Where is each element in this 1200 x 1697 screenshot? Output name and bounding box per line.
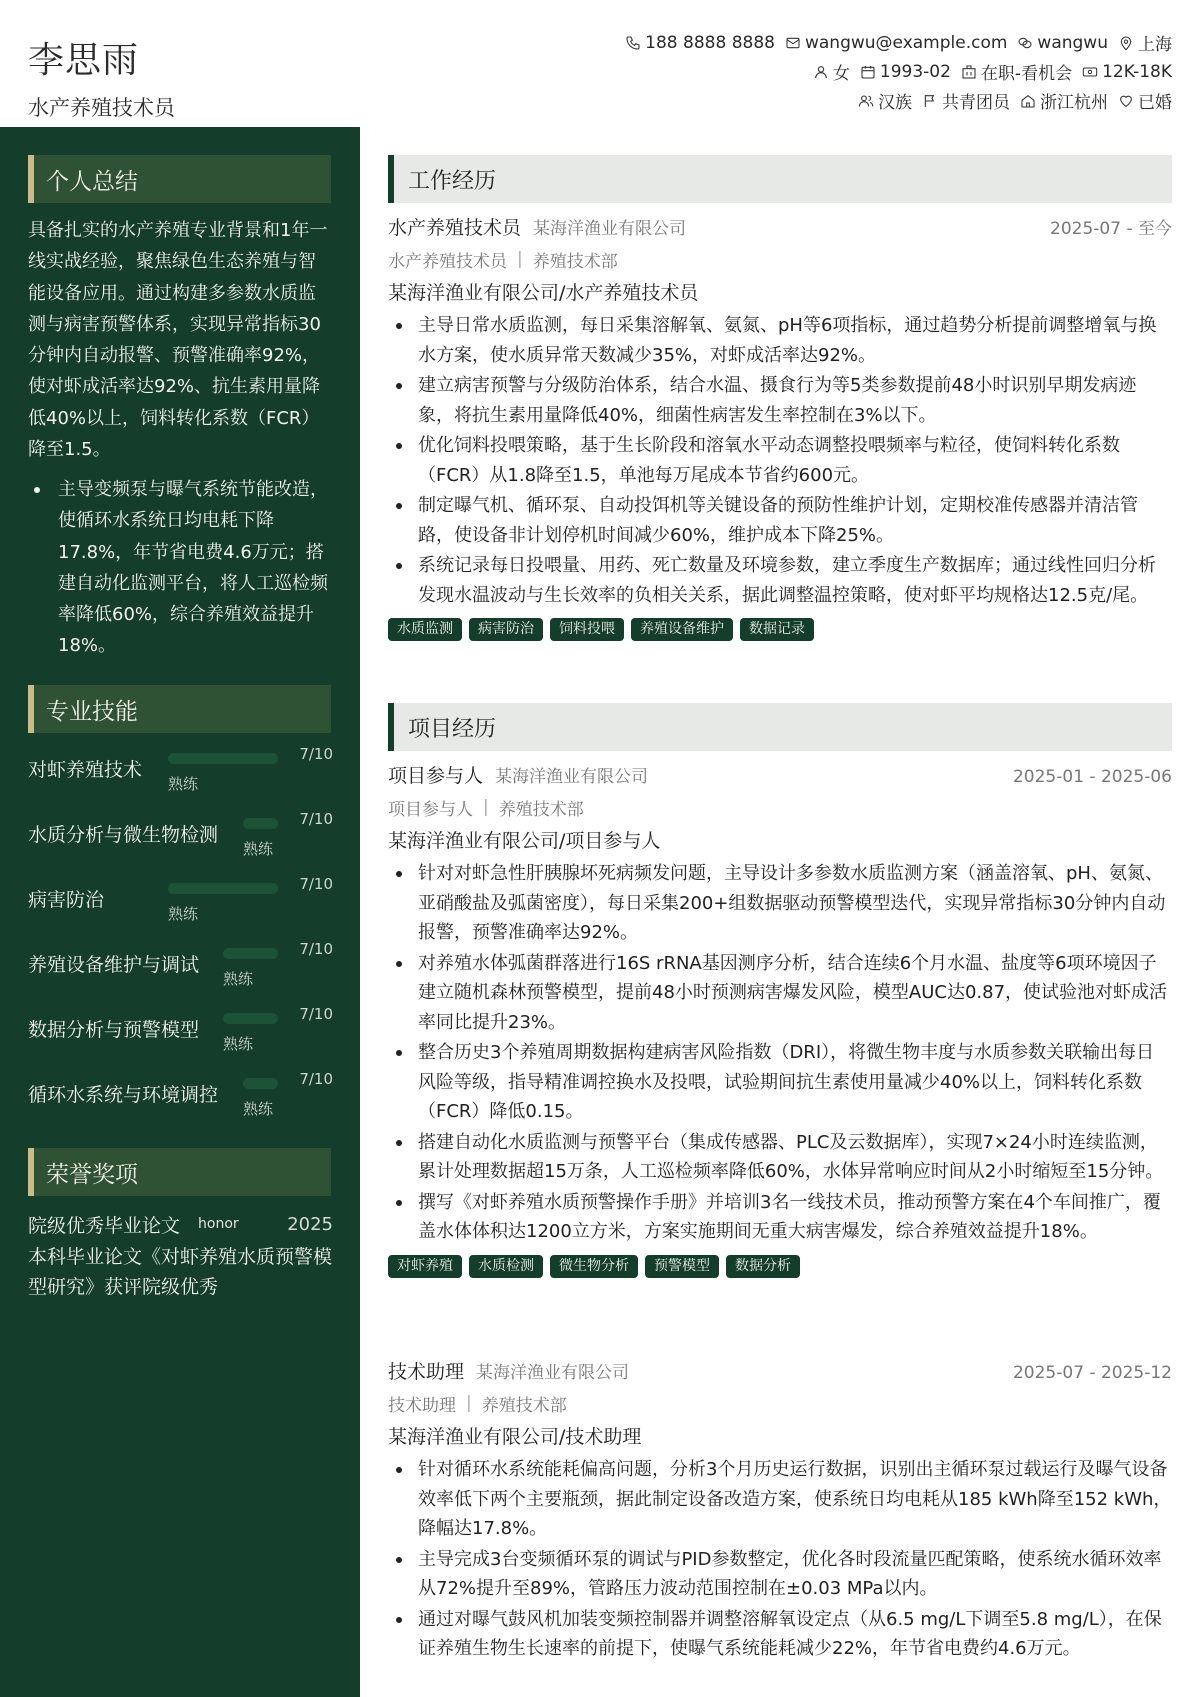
hometown-item (1020, 88, 1108, 113)
list-item: 撰写《对虾养殖水质预警操作手册》并培训3名一线技术员，推动预警方案在4个车间推广，覆盖水体体积达1200立方米，方案实施期间无重大病害爆发，综合养殖效益提升18%。 (388, 1188, 1172, 1247)
list-item: 通过对曝气鼓风机加装变频控制器并调整溶解氧设定点（从6.5 mg/L下调至5.8 mg/L），在保证养殖生物生长速率的前提下，使曝气系统能耗减少22%，年节省电费约4.6万元。 (388, 1605, 1172, 1664)
project-bullets (388, 859, 1172, 1247)
resume-header (0, 0, 1200, 127)
skill-name: 水质分析与微生物检测 (28, 824, 219, 846)
work-entry (388, 213, 1172, 641)
project-company-role: 某海洋渔业有限公司/项目参与人 (388, 829, 661, 852)
project-sub-role: 项目参与人 (388, 799, 473, 820)
tag: 对虾养殖 (388, 1255, 462, 1278)
project-sub-role: 技术助理 (388, 1395, 456, 1416)
skill-score: 7/10 (299, 940, 333, 958)
summary-heading: 个人总结 (28, 155, 331, 203)
list-item: 针对循环水系统能耗偏高问题，分析3个月历史运行数据，识别出主循环泵过载运行及曝气设备效率低下两个主要瓶颈，据此制定设备改造方案，使系统日均电耗从185 kWh降至152 kWh，降幅达17.8%。 (388, 1455, 1172, 1544)
honor-badge: honor (198, 1216, 239, 1232)
honor-description: 本科毕业论文《对虾养殖水质预警模型研究》获评院级优秀 (28, 1246, 333, 1298)
project-date: 2025-01 - 2025-06 (1012, 767, 1172, 787)
skill-level: 熟练 (223, 1035, 254, 1053)
candidate-name: 李思雨 (28, 40, 140, 81)
ethnicity-item (858, 88, 912, 113)
sidebar (0, 127, 360, 1697)
tag: 微生物分析 (550, 1255, 638, 1278)
project-bullets (388, 1455, 1172, 1664)
list-item: 主导日常水质监测，每日采集溶解氧、氨氮、pH等6项指标，通过趋势分析提前调整增氧与换水方案，使水质异常天数减少35%，对虾成活率达92%。 (388, 311, 1172, 370)
ethnicity-text: 汉族 (878, 93, 912, 113)
job-company-role: 某海洋渔业有限公司/水产养殖技术员 (388, 281, 699, 304)
list-item: 系统记录每日投喂量、用药、死亡数量及环境参数，建立季度生产数据库；通过线性回归分析发现水温波动与生长效率的负相关关系，据此调整温控策略，使对虾平均规格达12.5克/尾。 (388, 551, 1172, 610)
home-icon (1020, 93, 1036, 109)
flag-icon (922, 93, 938, 109)
project-date: 2025-07 - 2025-12 (1012, 1363, 1172, 1383)
gender-text: 女 (832, 64, 850, 84)
skill-level: 熟练 (168, 775, 199, 793)
job-dept: 养殖技术部 (532, 251, 618, 272)
honor-item (28, 1208, 333, 1302)
location-item (1118, 30, 1172, 55)
tag: 数据记录 (740, 618, 814, 641)
skill-name: 对虾养殖技术 (28, 759, 143, 781)
skill-item (28, 940, 333, 992)
list-item: 主导完成3台变频循环泵的调试与PID参数整定，优化各时段流量匹配策略，使系统水循环效率从72%提升至89%，管路压力波动范围控制在±0.03 MPa以内。 (388, 1545, 1172, 1604)
mail-icon (785, 35, 801, 51)
people-icon (858, 93, 874, 109)
list-item: 针对对虾急性肝胰腺坏死病频发问题，主导设计多参数水质监测方案（涵盖溶氧、pH、氨氮、亚硝酸盐及弧菌密度），每日采集200+组数据驱动预警模型迭代，实现异常指标30分钟内自动报警，预警准确率达92%。 (388, 859, 1172, 948)
money-icon (1082, 64, 1098, 80)
wechat-icon (1017, 35, 1033, 51)
wechat-text: wangwu (1037, 32, 1108, 53)
honors-heading: 荣誉奖项 (28, 1148, 331, 1196)
job-role: 水产养殖技术员 (388, 217, 522, 239)
tag: 数据分析 (726, 1255, 800, 1278)
skill-item (28, 875, 333, 927)
calendar-icon (860, 64, 876, 80)
person-icon (813, 64, 829, 80)
salary-item (1082, 62, 1172, 82)
skill-bar (223, 948, 278, 959)
project-subline (388, 791, 1172, 823)
list-item: 制定曝气机、循环泵、自动投饵机等关键设备的预防性维护计划，定期校准传感器并清洁管路，使设备非计划停机时间减少60%，维护成本下降25%。 (388, 491, 1172, 550)
skill-bar (243, 1078, 278, 1089)
skill-level: 熟练 (243, 1100, 274, 1118)
work-heading: 工作经历 (388, 155, 1172, 203)
birth-item (860, 62, 951, 82)
skill-level: 熟练 (223, 970, 254, 988)
job-bullets (388, 311, 1172, 610)
project-subline (388, 1387, 1172, 1419)
honor-name: 院级优秀毕业论文 (28, 1214, 181, 1237)
status-item (961, 59, 1072, 84)
project-dept: 养殖技术部 (498, 799, 584, 820)
skill-item (28, 1070, 333, 1122)
separator: | (483, 797, 489, 817)
summary-text: 具备扎实的水产养殖专业背景和1年一线实战经验，聚焦绿色生态养殖与智能设备应用。通过构建多参数水质监测与病害预警体系，实现异常指标30分钟内自动报警、预警准确率92%，使对虾成活率达92%、抗生素用量降低40%以上，饲料转化系数（FCR）降至1.5。 (28, 220, 328, 461)
tag: 饲料投喂 (550, 618, 624, 641)
project-dept: 养殖技术部 (481, 1395, 567, 1416)
job-sub-role: 水产养殖技术员 (388, 251, 507, 272)
skill-item (28, 1005, 333, 1057)
separator: | (466, 1393, 472, 1413)
location-text: 上海 (1138, 35, 1172, 55)
politics-item (922, 88, 1010, 113)
list-item: 对养殖水体弧菌群落进行16S rRNA基因测序分析，结合连续6个月水温、盐度等6项环境因子建立随机森林预警模型，提前48小时预测病害爆发风险，模型AUC达0.87，使试验池对虾成活率同比提升23%。 (388, 949, 1172, 1038)
email-item[interactable] (785, 33, 1007, 53)
skill-name: 病害防治 (28, 889, 105, 911)
tag: 预警模型 (645, 1255, 719, 1278)
tag: 水质监测 (388, 618, 462, 641)
contact-block (532, 28, 1172, 115)
politics-text: 共青团员 (942, 93, 1010, 113)
status-text: 在职-看机会 (980, 64, 1073, 84)
wechat-item (1017, 33, 1108, 53)
skill-name: 养殖设备维护与调试 (28, 954, 200, 976)
birth-text: 1993-02 (879, 61, 951, 82)
phone-item (625, 33, 775, 53)
list-item: 搭建自动化水质监测与预警平台（集成传感器、PLC及云数据库），实现7×24小时连续监测，累计处理数据超15万条，人工巡检频率降低60%，水体异常响应时间从2小时缩短至15分钟。 (388, 1128, 1172, 1187)
skill-score: 7/10 (299, 810, 333, 828)
list-item: 整合历史3个养殖周期数据构建病害风险指数（DRI），将微生物丰度与水质参数关联输出每日风险等级，指导精准调控换水及投喂，试验期间抗生素使用量减少40%以上，饲料转化系数（FCR）降低0.15。 (388, 1038, 1172, 1127)
tag: 水质检测 (469, 1255, 543, 1278)
skill-score: 7/10 (299, 1070, 333, 1088)
skill-score: 7/10 (299, 745, 333, 763)
phone-text: 188 8888 8888 (645, 32, 775, 53)
heart-icon (1118, 93, 1134, 109)
skill-name: 数据分析与预警模型 (28, 1019, 200, 1041)
phone-icon (625, 35, 641, 51)
skill-score: 7/10 (299, 1005, 333, 1023)
list-item: 优化饲料投喂策略，基于生长阶段和溶氧水平动态调整投喂频率与粒径，使饲料转化系数（FCR）从1.8降至1.5，单池每万尾成本节省约600元。 (388, 431, 1172, 490)
summary-bullet: 主导变频泵与曝气系统节能改造，使循环水系统日均电耗下降17.8%，年节省电费4.6万元；搭建自动化监测平台，将人工巡检频率降低60%，综合养殖效益提升18%。 (28, 474, 333, 662)
tag: 病害防治 (469, 618, 543, 641)
email-text[interactable]: wangwu@example.com (804, 32, 1008, 53)
job-company: 某海洋渔业有限公司 (533, 219, 687, 239)
skill-bar (168, 753, 278, 764)
project-role: 技术助理 (388, 1361, 465, 1383)
skill-score: 7/10 (299, 875, 333, 893)
job-subline (388, 243, 1172, 275)
skill-item (28, 745, 333, 797)
tag: 养殖设备维护 (631, 618, 733, 641)
skill-bar (243, 818, 278, 829)
candidate-title: 水产养殖技术员 (28, 96, 175, 120)
list-item: 建立病害预警与分级防治体系，结合水温、摄食行为等5类参数提前48小时识别早期发病迹象，将抗生素用量降低40%，细菌性病害发生率控制在3%以下。 (388, 371, 1172, 430)
job-date: 2025-07 - 至今 (1050, 219, 1172, 239)
project-entry (388, 761, 1172, 1278)
marital-item (1118, 88, 1172, 113)
skill-level: 熟练 (168, 905, 199, 923)
project-company: 某海洋渔业有限公司 (495, 767, 649, 787)
hometown-text: 浙江杭州 (1040, 93, 1108, 113)
skill-level: 熟练 (243, 840, 274, 858)
gender-item (813, 59, 850, 84)
skill-tags (388, 1255, 1172, 1278)
project-entry (388, 1357, 1172, 1665)
project-company-role: 某海洋渔业有限公司/技术助理 (388, 1425, 642, 1448)
separator: | (517, 249, 523, 269)
skill-item (28, 810, 333, 862)
project-role: 项目参与人 (388, 765, 484, 787)
skill-bar (168, 883, 278, 894)
honor-year: 2025 (287, 1213, 333, 1235)
skills-heading: 专业技能 (28, 685, 331, 733)
location-pin-icon (1118, 35, 1134, 51)
project-company: 某海洋渔业有限公司 (476, 1363, 630, 1383)
skill-name: 循环水系统与环境调控 (28, 1084, 219, 1106)
skill-bar (223, 1013, 278, 1024)
salary-text: 12K-18K (1102, 61, 1172, 82)
building-icon (961, 64, 977, 80)
marital-text: 已婚 (1138, 93, 1172, 113)
skill-tags (388, 618, 1172, 641)
projects-heading: 项目经历 (388, 703, 1172, 751)
